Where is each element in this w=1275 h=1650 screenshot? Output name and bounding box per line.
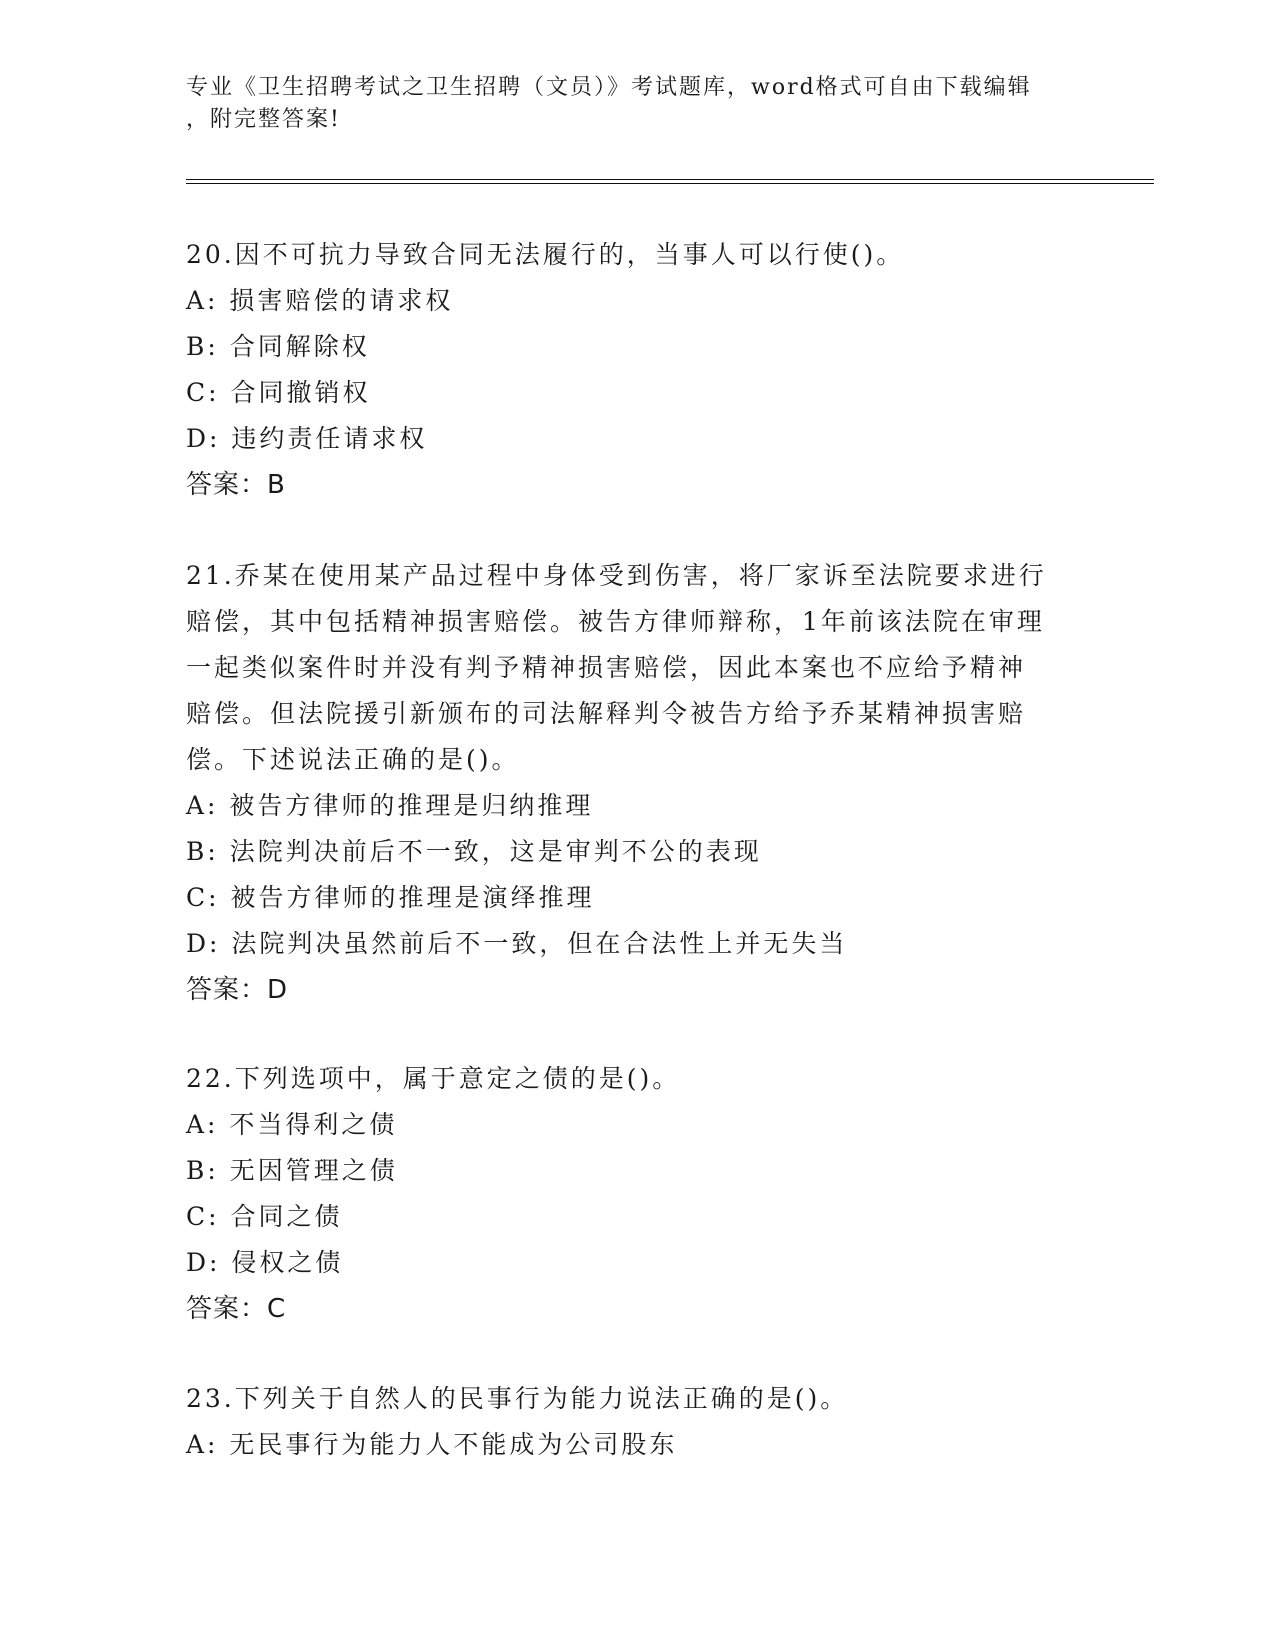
- answer-key: 答案：D: [186, 975, 289, 1005]
- option-d: D: 侵权之债: [186, 1248, 344, 1277]
- header-line-1: 专业《卫生招聘考试之卫生招聘（文员）》考试题库，word格式可自由下载编辑: [186, 75, 1032, 100]
- question-stem-line: 23.下列关于自然人的民事行为能力说法正确的是()。: [186, 1384, 849, 1413]
- question-20: [186, 232, 1086, 508]
- option-c: C: 合同之债: [186, 1202, 343, 1231]
- option-c: C: 被告方律师的推理是演绎推理: [186, 883, 595, 912]
- option-a: A: 无民事行为能力人不能成为公司股东: [186, 1430, 678, 1459]
- option-b: B: 合同解除权: [186, 332, 370, 361]
- header-divider-bottom: [186, 183, 1154, 184]
- question-stem-line: 赔偿。但法院援引新颁布的司法解释判令被告方给予乔某精神损害赔: [186, 699, 1027, 728]
- answer-key: 答案：C: [186, 1294, 287, 1324]
- question-stem-line: 21.乔某在使用某产品过程中身体受到伤害，将厂家诉至法院要求进行: [186, 561, 1047, 590]
- question-stem-line: 22.下列选项中，属于意定之债的是()。: [186, 1064, 681, 1093]
- question-stem-line: 一起类似案件时并没有判予精神损害赔偿，因此本案也不应给予精神: [186, 653, 1027, 682]
- option-d: D: 违约责任请求权: [186, 424, 428, 453]
- option-d: D: 法院判决虽然前后不一致，但在合法性上并无失当: [186, 929, 848, 958]
- question-stem-line: 20.因不可抗力导致合同无法履行的，当事人可以行使()。: [186, 240, 905, 269]
- option-a: A: 损害赔偿的请求权: [186, 286, 454, 315]
- question-22: [186, 1056, 1086, 1332]
- header-line-2: ，附完整答案!: [186, 107, 341, 132]
- answer-key: 答案：B: [186, 470, 286, 500]
- option-a: A: 被告方律师的推理是归纳推理: [186, 791, 594, 820]
- option-a: A: 不当得利之债: [186, 1110, 398, 1139]
- option-c: C: 合同撤销权: [186, 378, 371, 407]
- header-divider-top: [186, 179, 1154, 180]
- question-21: [186, 553, 1086, 1013]
- question-23: [186, 1376, 1086, 1468]
- question-stem-line: 赔偿，其中包括精神损害赔偿。被告方律师辩称，1年前该法院在审理: [186, 607, 1045, 636]
- document-header: [186, 72, 1086, 136]
- option-b: B: 法院判决前后不一致，这是审判不公的表现: [186, 837, 762, 866]
- question-stem-line: 偿。下述说法正确的是()。: [186, 745, 520, 774]
- option-b: B: 无因管理之债: [186, 1156, 398, 1185]
